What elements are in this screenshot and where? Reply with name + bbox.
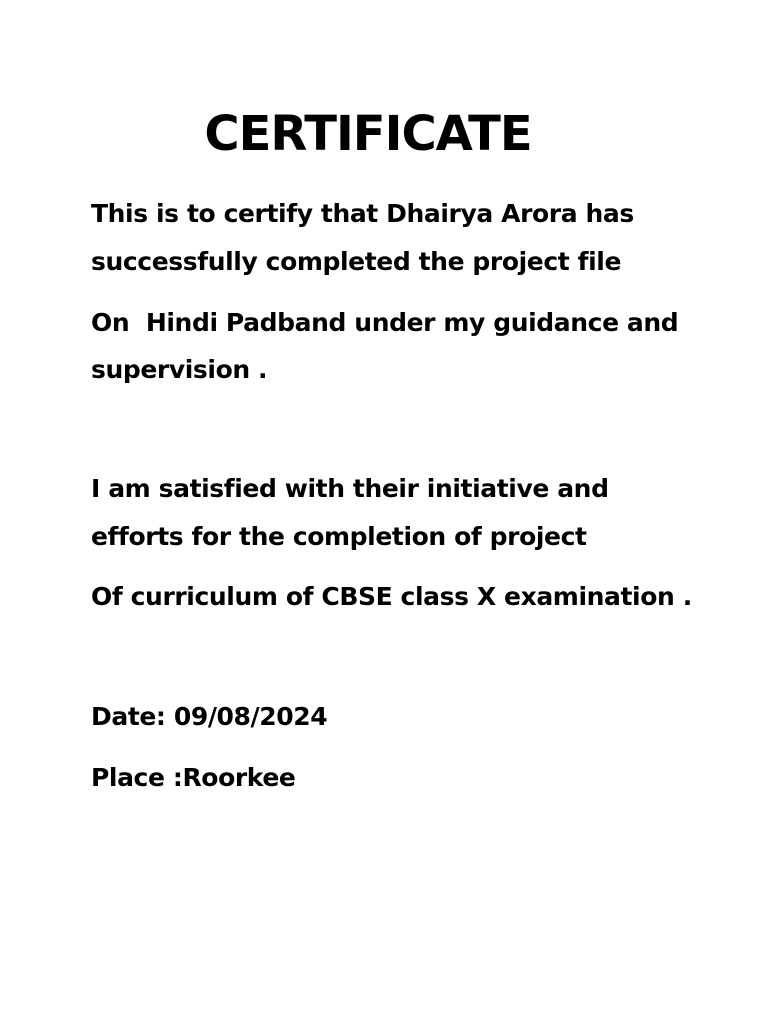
certificate-place: Place :Roorkee [91, 763, 296, 792]
certificate-body-line: This is to certify that Dhairya Arora has [91, 199, 634, 228]
certificate-title: CERTIFICATE [204, 106, 532, 162]
certificate-body-line: supervision . [91, 355, 268, 384]
certificate-body-line: I am satisfied with their initiative and [91, 474, 609, 503]
certificate-body-line: Of curriculum of CBSE class X examination . [91, 582, 692, 611]
certificate-body-line: efforts for the completion of project [91, 522, 587, 551]
certificate-body-line: On Hindi Padband under my guidance and [91, 308, 679, 337]
certificate-date: Date: 09/08/2024 [91, 702, 328, 731]
certificate-body-line: successfully completed the project file [91, 247, 621, 276]
